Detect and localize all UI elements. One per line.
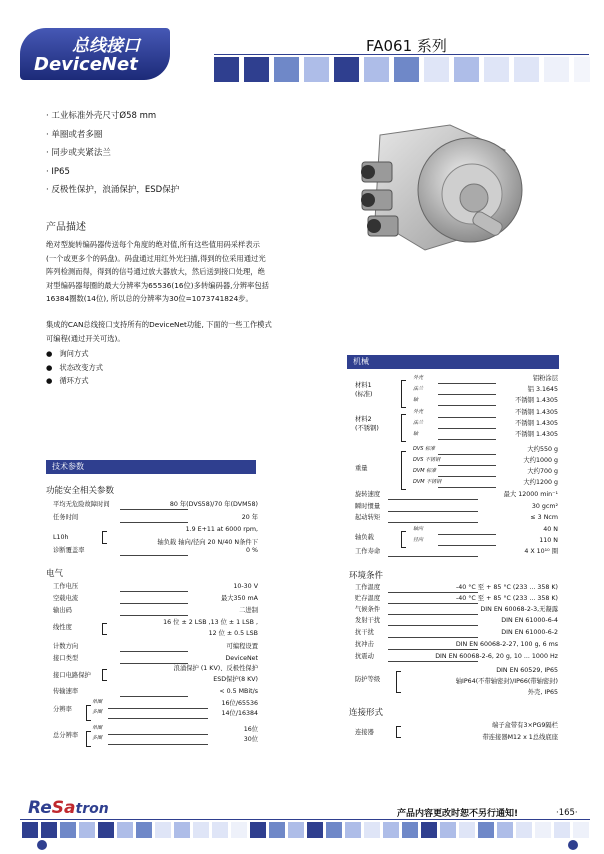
header-square <box>424 57 449 82</box>
row-value: 大约700 g <box>527 468 558 475</box>
row-value: 最大 12000 min⁻¹ <box>503 491 558 498</box>
row-sub: 多圈 <box>92 735 103 741</box>
row-leader <box>120 522 188 523</box>
row-label: 空载电流 <box>53 595 79 602</box>
desc-line: 集成的CAN总线接口支持所有的DeviceNet功能, 下面的一些工作模式 <box>46 320 272 329</box>
desc-line: 可编程(通过开关可选)。 <box>46 333 125 343</box>
bracket <box>396 726 401 738</box>
row-value: < 0.5 MBit/s <box>219 688 258 695</box>
brand-tron: tron <box>75 801 109 817</box>
desc-line: 对型编码器每圈的最大分辨率为65536(16位)多转编码器,分辨率包括 <box>46 280 269 290</box>
row-value: 不锈钢 1.4305 <box>515 409 558 416</box>
conn-title: 连接形式 <box>349 708 384 718</box>
row-value: 可编程设置 <box>226 643 258 650</box>
row-sub: 法兰 <box>413 420 424 426</box>
footer-square <box>41 822 57 838</box>
row-label: 总分辨率 <box>53 732 79 739</box>
row-sub: 径向 <box>413 537 424 543</box>
mode-list <box>46 347 103 388</box>
row-leader <box>438 394 496 395</box>
row-value: 10-30 V <box>233 583 258 590</box>
row-value: 1.9 E+11 at 6000 rpm, <box>185 526 258 533</box>
row-value: 16位/65536 <box>221 700 258 707</box>
footer-square <box>383 822 399 838</box>
row-value: 20 年 <box>241 514 258 521</box>
row-leader <box>438 383 496 384</box>
row-value: DIN EN 60068-2-3,无凝露 <box>480 606 558 613</box>
row-label: 计数方向 <box>53 643 79 650</box>
row-value: 最大350 mA <box>220 595 258 602</box>
row-value: -40 °C 至 + 85 °C (233 ... 358 K) <box>455 595 558 602</box>
header-square <box>544 57 569 82</box>
header-square <box>304 57 329 82</box>
row-leader <box>120 663 188 664</box>
bracket <box>396 671 401 693</box>
mode-item: ● 状态改变方式 <box>46 362 104 372</box>
row-value: 铝粉涂层 <box>532 375 558 382</box>
row-label: 旋转速度 <box>355 491 381 498</box>
row-label: 线性度 <box>53 624 72 631</box>
row-value: 16位 <box>243 726 258 733</box>
row-label: (标准) <box>355 391 373 398</box>
footer-square <box>516 822 532 838</box>
header-rule <box>214 54 589 55</box>
footer-square <box>478 822 494 838</box>
row-leader <box>438 534 496 535</box>
footer-square <box>155 822 171 838</box>
row-sub: 多圈 <box>92 709 103 715</box>
footer-dot <box>568 840 578 850</box>
footer-square <box>440 822 456 838</box>
row-sub: 外壳 <box>413 409 424 415</box>
row-sub: 单圈 <box>92 699 103 705</box>
row-value: 110 N <box>539 537 558 544</box>
brand-sa: Sa <box>51 798 76 818</box>
footer-square <box>554 822 570 838</box>
row-value: 大约1000 g <box>523 457 558 464</box>
header-square <box>454 57 479 82</box>
row-leader <box>438 487 496 488</box>
safety-title: 功能安全相关参数 <box>46 486 115 496</box>
row-label: 任务时间 <box>53 514 79 521</box>
row-leader <box>438 417 496 418</box>
bracket <box>102 669 107 681</box>
footer-square <box>250 822 266 838</box>
row-leader <box>108 718 208 719</box>
feature-list <box>46 107 179 200</box>
row-leader <box>388 556 478 557</box>
tech-band: 技术参数 <box>46 460 256 474</box>
feature-item: · 单圈或者多圈 <box>46 129 103 140</box>
row-leader <box>388 603 478 604</box>
env-title: 环境条件 <box>349 571 384 581</box>
row-value: DIN EN 60068-2-27, 100 g, 6 ms <box>455 641 558 648</box>
footer-square <box>79 822 95 838</box>
header-square <box>364 57 389 82</box>
row-leader <box>388 511 478 512</box>
footer-square <box>136 822 152 838</box>
footer-square <box>345 822 361 838</box>
row-sub: DVS 不锈钢 <box>413 457 441 463</box>
row-value: 大约550 g <box>527 446 558 453</box>
row-label: 发射干扰 <box>355 617 381 624</box>
row-value: 不锈钢 1.4305 <box>515 420 558 427</box>
bracket <box>401 380 406 408</box>
footer-square <box>60 822 76 838</box>
bracket <box>401 451 406 490</box>
header-square <box>274 57 299 82</box>
footer-square <box>98 822 114 838</box>
desc-line: 绝对型旋转编码器传送每个角度的绝对值,所有这些值用码采样表示 <box>46 240 260 249</box>
row-value: 14位/16384 <box>221 710 258 717</box>
footer-square <box>573 822 589 838</box>
row-value: DIN EN 60529, IP65 <box>496 667 558 674</box>
desc-line: 阵列检测而得，得到的信号通过放大器放大，然后送到接口处理，绝 <box>46 267 265 276</box>
row-value: 4 X 10¹⁰ 圈 <box>524 548 558 555</box>
footer-square <box>212 822 228 838</box>
brand-re: Re <box>28 798 52 818</box>
row-sub: 外壳 <box>413 375 424 381</box>
row-label: 轴负载 <box>355 533 374 541</box>
row-value: ≤ 3 Ncm <box>530 514 558 521</box>
desc-paragraph <box>46 238 269 306</box>
desc-line: 16384圈数(14位), 所以总的分辨率为30位=1073741824步。 <box>46 294 253 303</box>
bracket <box>401 531 406 548</box>
row-leader <box>120 603 188 604</box>
row-label: 材料1 <box>355 382 372 389</box>
row-value: 外壳, IP65 <box>527 689 558 696</box>
footer-square <box>326 822 342 838</box>
footer-square <box>22 822 38 838</box>
row-leader <box>438 476 496 477</box>
row-leader <box>438 545 496 546</box>
row-value: 浪涌保护 (1 KV)、反极性保护 <box>173 665 258 672</box>
row-leader <box>438 454 496 455</box>
bracket <box>102 531 107 544</box>
footer-square <box>231 822 247 838</box>
row-leader <box>388 522 478 523</box>
row-leader <box>120 555 188 556</box>
logo-en: DeviceNet <box>34 54 138 75</box>
footer-square <box>535 822 551 838</box>
row-value: DeviceNet <box>225 655 258 662</box>
header-square <box>394 57 419 82</box>
feature-item: · IP65 <box>46 166 70 177</box>
row-leader <box>438 428 496 429</box>
row-value: 30 gcm² <box>531 503 558 510</box>
feature-item: · 同步或夹紧法兰 <box>46 148 111 158</box>
mech-band: 机械 <box>347 355 559 369</box>
row-value: 二进制 <box>239 607 258 614</box>
row-label: 抗干扰 <box>355 629 374 636</box>
row-value: 端子盒带有3×PG9隔栏 <box>491 722 558 729</box>
row-leader <box>438 465 496 466</box>
row-label: (不锈钢) <box>355 425 379 432</box>
row-value: 轴IP64(不带轴密封)/IP66(带轴密封) <box>455 678 558 685</box>
header-square <box>334 57 359 82</box>
row-sub: 轴 <box>413 431 419 437</box>
row-value: 40 N <box>543 526 558 533</box>
row-leader <box>388 614 478 615</box>
row-value: 12 位 ± 0.5 LSB <box>208 630 258 637</box>
header-square <box>484 57 509 82</box>
row-label: 接口电路保护 <box>53 672 91 679</box>
row-value: 大约1200 g <box>523 479 558 486</box>
footer-rule <box>20 819 590 820</box>
footer-logo <box>28 798 109 818</box>
row-sub: DVM 标准 <box>413 468 437 474</box>
desc-title: 产品描述 <box>46 222 86 233</box>
feature-item: · 工业标准外壳尺寸Ø58 mm <box>46 111 157 121</box>
row-value: 30位 <box>243 736 258 743</box>
row-leader <box>388 649 478 650</box>
row-leader <box>388 499 478 500</box>
row-value: 不锈钢 1.4305 <box>515 397 558 404</box>
footer-square <box>402 822 418 838</box>
row-leader <box>120 651 188 652</box>
row-value: DIN EN 61000-6-2 <box>501 629 558 636</box>
row-sub: 轴 <box>413 397 419 403</box>
header-square <box>514 57 539 82</box>
row-label: 诊断覆盖率 <box>53 547 85 554</box>
footer-square <box>117 822 133 838</box>
row-leader <box>120 509 188 510</box>
row-label: 工作温度 <box>355 584 381 591</box>
row-label: 抗震动 <box>355 653 374 660</box>
row-leader <box>120 615 188 616</box>
row-leader <box>438 439 496 440</box>
row-sub: DVM 不锈钢 <box>413 479 442 485</box>
row-sub: DVS 标准 <box>413 446 436 452</box>
row-value: ESD保护(8 KV) <box>213 676 258 683</box>
row-value: 轴负载 轴向/径向 20 N/40 N条件下 <box>157 539 258 546</box>
row-label: L10h <box>53 534 69 541</box>
row-value: 80 年(DVS58)/70 年(DVM58) <box>169 501 258 508</box>
footer-square <box>421 822 437 838</box>
row-leader <box>438 405 496 406</box>
row-leader <box>108 734 208 735</box>
row-label: 防护等级 <box>355 676 381 683</box>
row-value: 铝 3.1645 <box>527 386 558 393</box>
row-leader <box>120 591 188 592</box>
row-value: -40 °C 至 + 85 °C (233 ... 358 K) <box>455 584 558 591</box>
feature-item: · 反极性保护，浪涌保护，ESD保护 <box>46 185 180 195</box>
row-value: 带连接器M12 x 1总线底座 <box>482 734 558 741</box>
row-value: DIN EN 60068-2-6, 20 g, 10 ... 1000 Hz <box>435 653 558 660</box>
footer-square <box>193 822 209 838</box>
page-number: ·165· <box>556 808 578 818</box>
header-square <box>214 57 239 82</box>
row-label: 起动转矩 <box>355 514 381 521</box>
footer-dot <box>37 840 47 850</box>
row-value: 0 % <box>246 547 258 554</box>
logo-cn: 总线接口 <box>72 36 140 56</box>
row-label: 气候条件 <box>355 606 381 613</box>
header-square <box>574 57 590 82</box>
row-value: 不锈钢 1.4305 <box>515 431 558 438</box>
bracket <box>401 414 406 442</box>
row-leader <box>120 696 188 697</box>
footer-square <box>269 822 285 838</box>
footer-square <box>174 822 190 838</box>
footer-square <box>307 822 323 838</box>
footer-square <box>288 822 304 838</box>
desc-paragraph-2 <box>46 318 272 345</box>
row-label: 输出码 <box>53 607 72 614</box>
row-sub: 单圈 <box>92 725 103 731</box>
row-label: 瞬时惯量 <box>355 503 381 510</box>
footer-notice: 产品内容更改时恕不另行通知! <box>397 809 519 819</box>
row-leader <box>388 661 478 662</box>
elec-title: 电气 <box>46 569 64 579</box>
bracket <box>86 705 91 721</box>
bracket <box>86 731 91 747</box>
row-label: 工作寿命 <box>355 548 381 555</box>
mode-item: ● 循环方式 <box>46 376 89 385</box>
row-label: 接口类型 <box>53 655 79 662</box>
row-value: DIN EN 61000-6-4 <box>501 617 558 624</box>
header-square <box>244 57 269 82</box>
footer-square <box>459 822 475 838</box>
encoder-image <box>340 110 545 260</box>
row-label: 工作电压 <box>53 583 79 590</box>
row-label: 连接器 <box>355 729 374 736</box>
row-label: 材料2 <box>355 416 372 423</box>
row-label: 平均无危险故障时间 <box>53 501 110 508</box>
desc-line: (一个或更多个的码盘)。码盘通过用红外光扫描,得到的位采用通过光 <box>46 253 266 263</box>
row-leader <box>388 637 478 638</box>
bracket <box>102 623 107 635</box>
row-value: 16 位 ± 2 LSB ,13 位 ± 1 LSB , <box>163 619 258 626</box>
row-label: 抗冲击 <box>355 641 374 648</box>
row-label: 贮存温度 <box>355 595 381 602</box>
row-label: 传输速率 <box>53 688 79 695</box>
row-leader <box>108 744 208 745</box>
row-leader <box>388 592 478 593</box>
row-label: 重量 <box>355 464 368 472</box>
mode-item: ● 询问方式 <box>46 349 89 358</box>
row-sub: 轴向 <box>413 526 424 532</box>
series-title: FA061 系列 <box>366 37 447 55</box>
footer-square <box>364 822 380 838</box>
row-leader <box>388 625 478 626</box>
footer-square <box>497 822 513 838</box>
row-leader <box>108 708 208 709</box>
row-sub: 法兰 <box>413 386 424 392</box>
row-label: 分辨率 <box>53 706 72 713</box>
